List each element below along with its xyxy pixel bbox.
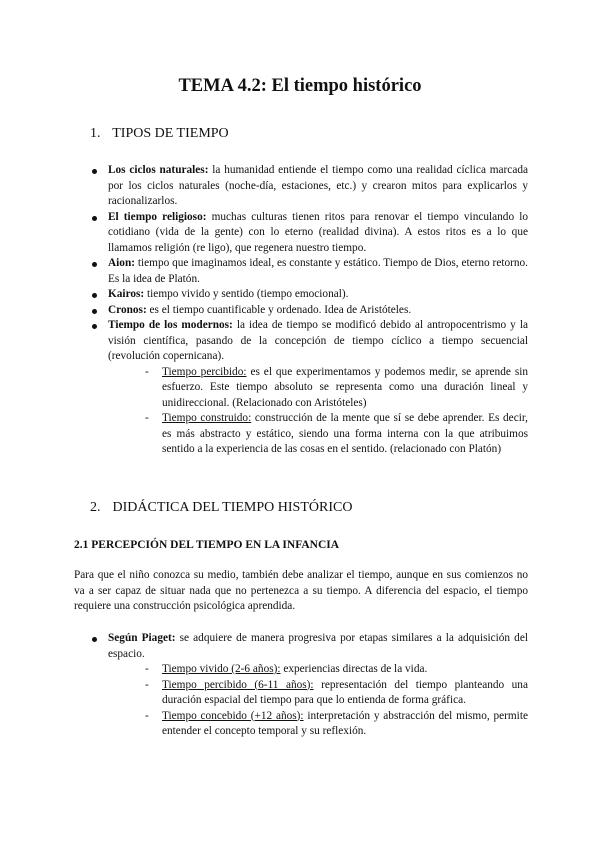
subitem-term: Tiempo vivido (2-6 años):: [162, 663, 281, 675]
list-item: [90, 256, 528, 287]
document-title: TEMA 4.2: El tiempo histórico: [178, 76, 422, 96]
item-text: la humanidad entiende el tiempo como una realidad cíclica marcada por los ciclos naturales (noche-día, estaciones, etc.) y crearon mitos para explicarlos y racionalizarlos.: [108, 164, 529, 207]
bullet-icon: [92, 309, 97, 314]
sublist-item: [145, 365, 528, 412]
list-item: [90, 303, 528, 319]
subitem-text: construcción de la mente que sí se debe aprender. Es decir, es más abstracto y estático, siendo una forma interna con la que atribuimos sentido a la experiencia de las cosas en el sentido. (relacionado con Platón): [162, 412, 528, 455]
time-types-list: [90, 163, 528, 458]
subitem-text: es el que experimentamos y podemos medir, se aprende sin esfuerzo. Este tiempo absoluto se representa como una duración lineal y unidireccional. (Relacionado con Aristóteles): [162, 365, 529, 409]
dash-marker: -: [145, 709, 149, 722]
list-item: [90, 631, 528, 740]
item-term: Según Piaget:: [108, 632, 176, 644]
modern-time-sublist: [145, 365, 528, 458]
item-text: tiempo que imaginamos ideal, es constante y estático. Tiempo de Dios, eterno retorno. Es la idea de Platón.: [108, 257, 528, 285]
sublist-item: [145, 662, 528, 678]
list-item: [90, 163, 528, 210]
dash-marker: -: [145, 663, 149, 675]
item-text: tiempo vivido y sentido (tiempo emocional).: [144, 288, 349, 300]
subitem-text: experiencias directas de la vida.: [280, 663, 428, 675]
bullet-icon: [92, 324, 97, 329]
dash-marker: -: [145, 412, 149, 424]
sublist-item: [145, 678, 528, 709]
bullet-icon: [92, 637, 97, 642]
subitem-term: Tiempo percibido (6-11 años):: [162, 678, 314, 691]
list-item: [90, 210, 528, 257]
sublist-item: [145, 709, 528, 740]
bullet-icon: [92, 216, 97, 221]
bullet-icon: [92, 169, 97, 174]
section-1-number: 1.: [90, 126, 101, 141]
subsection-heading: 2.1 PERCEPCIÓN DEL TIEMPO EN LA INFANCIA: [74, 539, 340, 551]
item-term: Cronos:: [108, 303, 147, 316]
item-term: Aion:: [108, 257, 135, 269]
subitem-term: Tiempo concebido (+12 años):: [162, 709, 304, 722]
section-2-heading: [90, 499, 352, 517]
subitem-text: interpretación y abstracción del mismo, permite entender el concepto temporal y su reflexión.: [162, 709, 528, 737]
bullet-icon: [92, 262, 97, 267]
section-2-number: 2.: [90, 500, 101, 515]
list-item: [90, 287, 528, 303]
subitem-term: Tiempo construido:: [162, 412, 252, 424]
piaget-list: [90, 631, 528, 740]
item-term: Tiempo de los modernos:: [108, 319, 233, 331]
subitem-term: Tiempo percibido:: [162, 365, 247, 378]
sublist-item: [145, 411, 528, 458]
bullet-icon: [92, 293, 97, 298]
item-text: se adquiere de manera progresiva por etapas similares a la adquisición del espacio.: [108, 632, 528, 660]
item-text: la idea de tiempo se modificó debido al antropocentrismo y la visión científica, pasando de la concepción de tiempo cíclico a tiempo secuencial (revolución copernicana).: [108, 319, 528, 362]
item-term: Kairos:: [108, 288, 145, 300]
intro-paragraph: Para que el niño conozca su medio, también debe analizar el tiempo, aunque en sus comienzos no va a ser capaz de situar nada que no pertenezca a su tiempo. A diferencia del espacio, el tiempo requiere una construcción psicológica aprendida.: [74, 569, 528, 612]
item-text: es el tiempo cuantificable y ordenado. Idea de Aristóteles.: [146, 303, 412, 316]
section-2-title: DIDÁCTICA DEL TIEMPO HISTÓRICO: [112, 500, 353, 515]
item-text: muchas culturas tienen ritos para renovar el tiempo vinculando lo cotidiano (vida de la gente) con lo eterno (realidad divina). A estos ritos es a lo que llamamos religión (re ligo), que regenera nuestro tiempo.: [108, 210, 528, 254]
item-term: Los ciclos naturales:: [108, 164, 209, 176]
dash-marker: -: [145, 365, 149, 378]
dash-marker: -: [145, 678, 149, 691]
item-term: El tiempo religioso:: [108, 210, 207, 223]
stages-sublist: [145, 662, 528, 740]
subitem-text: representación del tiempo planteando una duración espacial del tiempo para que lo entienda de forma gráfica.: [162, 678, 528, 706]
section-1-title: TIPOS DE TIEMPO: [112, 126, 229, 141]
list-item: [90, 318, 528, 458]
section-1-heading: [90, 125, 229, 143]
